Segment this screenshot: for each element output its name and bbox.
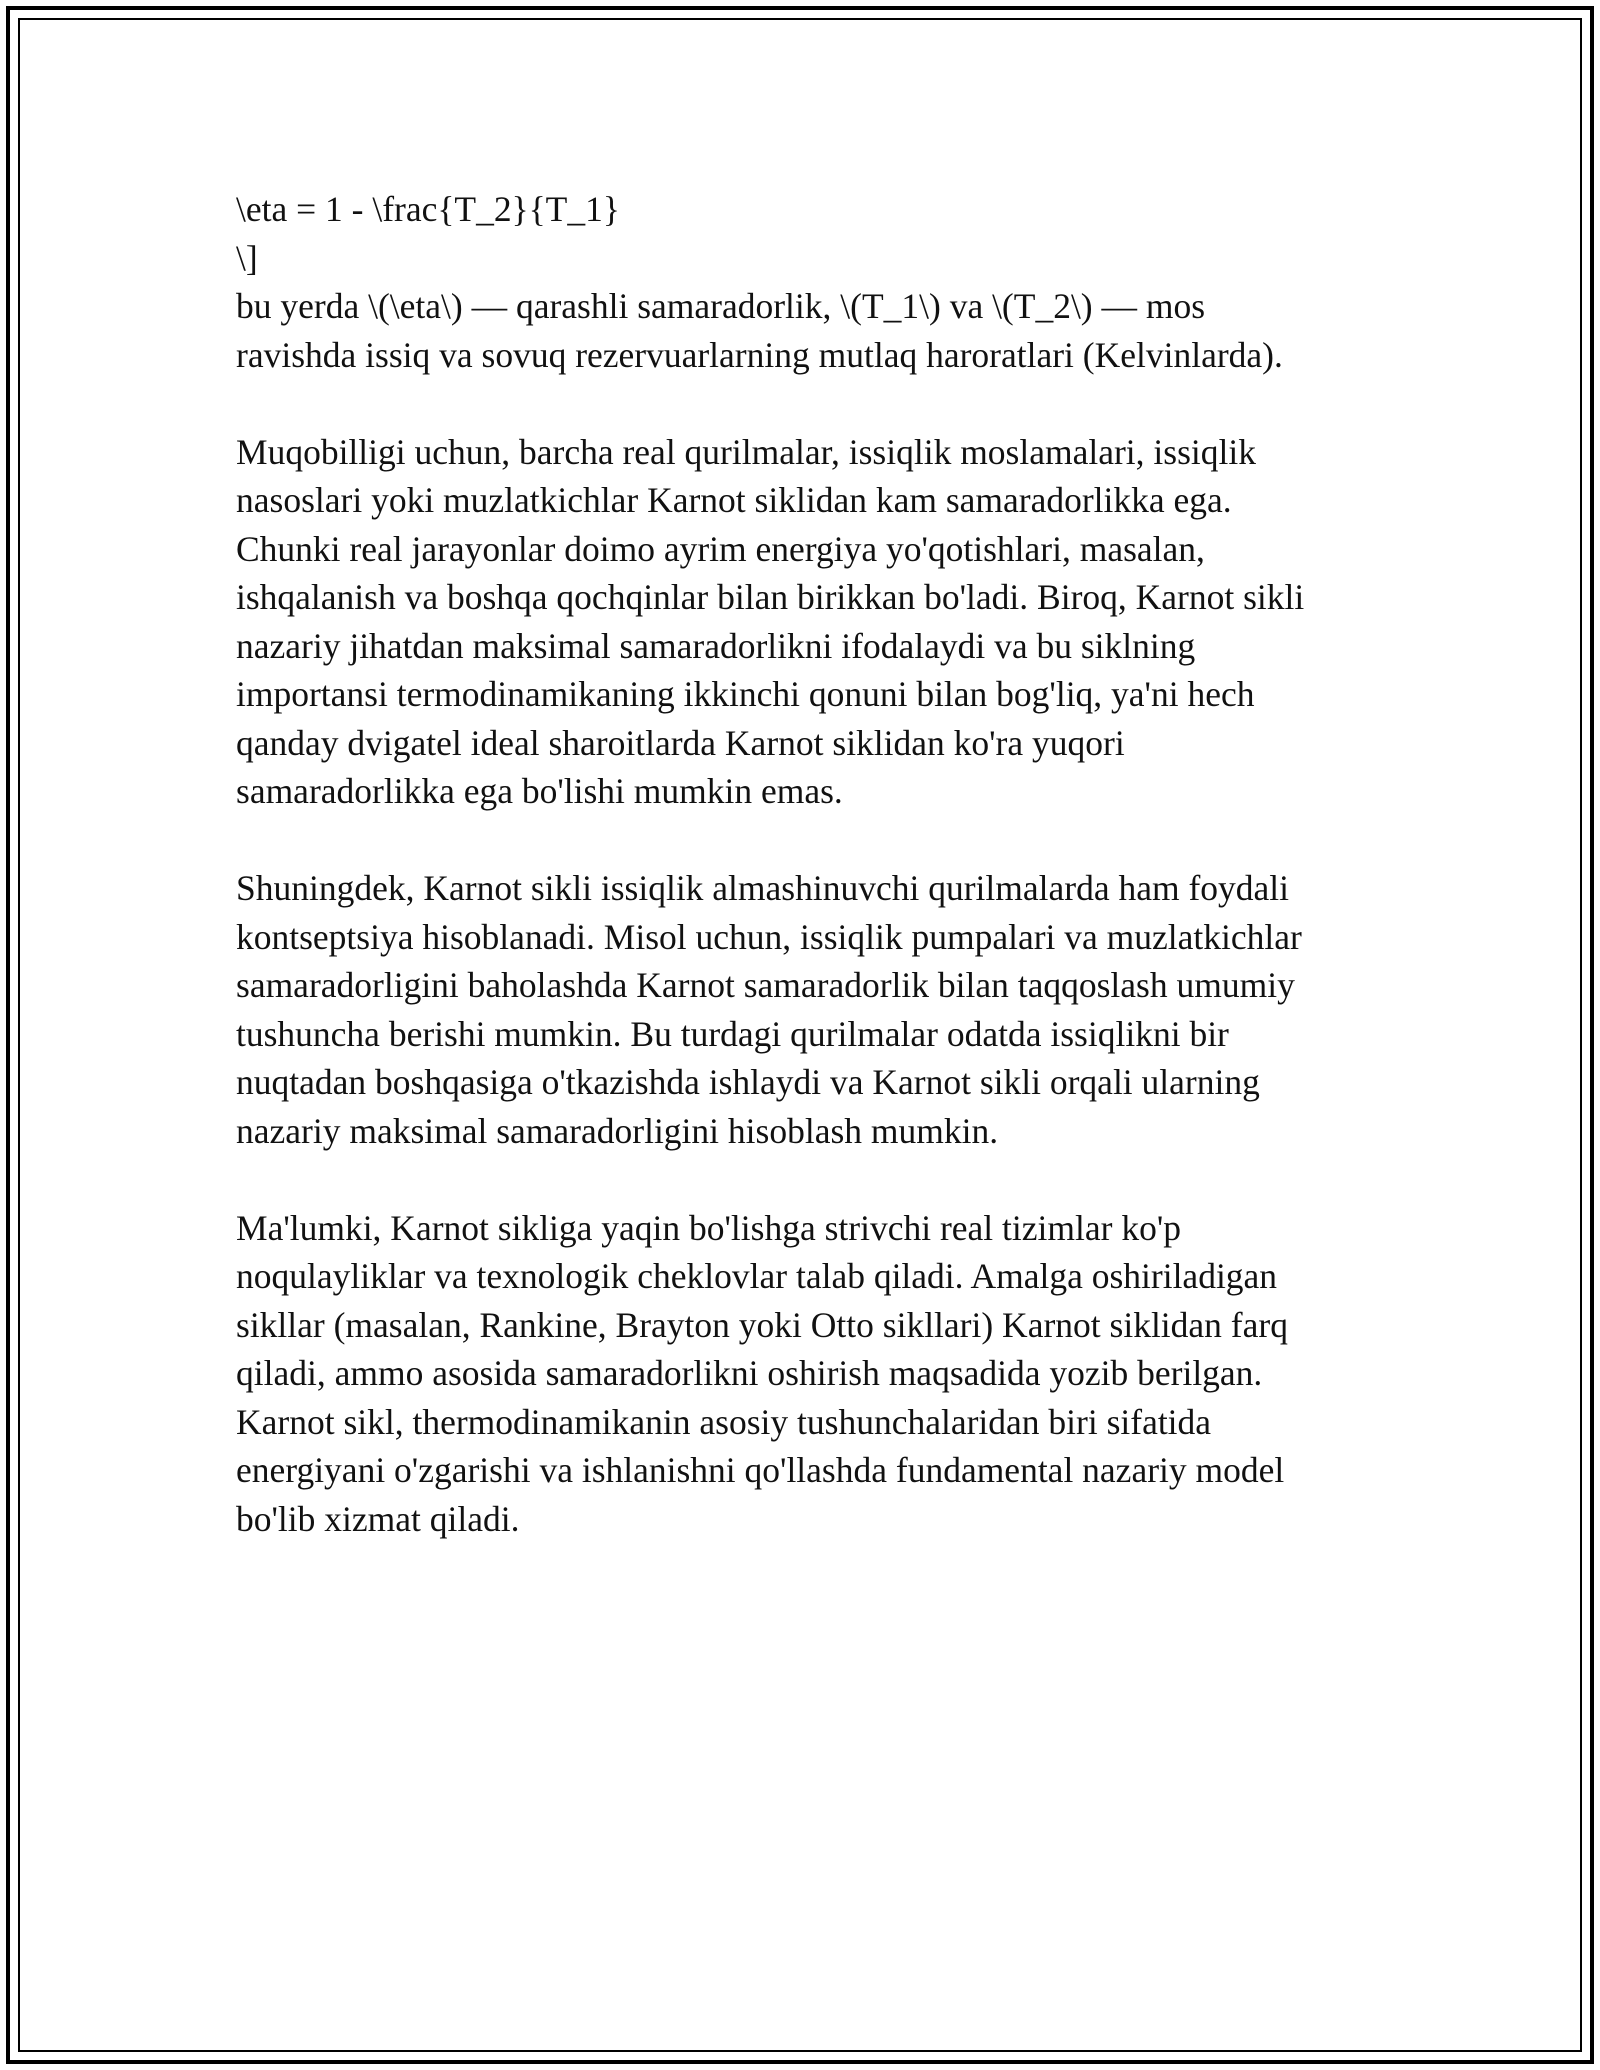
formula-block <box>236 185 1376 379</box>
paragraph-line: ravishda issiq va sovuq rezervuarlarning mutlaq haroratlari (Kelvinlarda). <box>236 334 1283 375</box>
paragraph-line: noqulayliklar va texnologik cheklovlar talab qiladi. Amalga oshiriladigan <box>236 1256 1278 1296</box>
formula-line: \] <box>236 237 258 278</box>
paragraph-line: Shuningdek, Karnot sikli issiqlik almashinuvchi qurilmalarda ham foydali <box>236 868 1290 908</box>
paragraph-line: bo'lib xizmat qiladi. <box>236 1498 520 1539</box>
paragraph-4 <box>236 1204 1376 1544</box>
paragraph-line: Muqobilligi uchun, barcha real qurilmalar, issiqlik moslamalari, issiqlik <box>236 431 1257 472</box>
paragraph-line: samaradorlikka ega bo'lishi mumkin emas. <box>236 771 843 811</box>
paragraph-line: bu yerda \(\eta\) — qarashli samaradorlik, \(T_1\) va \(T_2\) — mos <box>236 286 1206 326</box>
paragraph-line: importansi termodinamikaning ikkinchi qonuni bilan bog'liq, ya'ni hech <box>236 674 1255 714</box>
paragraph-line: kontseptsiya hisoblanadi. Misol uchun, issiqlik pumpalari va muzlatkichlar <box>236 916 1302 957</box>
paragraph-line: qanday dvigatel ideal sharoitlarda Karnot siklidan ko'ra yuqori <box>236 722 1125 763</box>
paragraph-line: ishqalanish va boshqa qochqinlar bilan birikkan bo'ladi. Biroq, Karnot sikli <box>236 577 1305 617</box>
paragraph-3 <box>236 864 1376 1155</box>
paragraph-line: energiyani o'zgarishi va ishlanishni qo'llashda fundamental nazariy model <box>236 1450 1285 1490</box>
paragraph-line: nuqtadan boshqasiga o'tkazishda ishlaydi va Karnot sikli orqali ularning <box>236 1062 1260 1102</box>
paragraph-line: nazariy jihatdan maksimal samaradorlikni ifodalaydi va bu siklning <box>236 625 1196 666</box>
paragraph-2 <box>236 428 1376 816</box>
document-body <box>236 185 1376 1543</box>
paragraph-line: tushuncha berishi mumkin. Bu turdagi qurilmalar odatda issiqlikni bir <box>236 1013 1229 1054</box>
paragraph-line: nazariy maksimal samaradorligini hisoblash mumkin. <box>236 1110 999 1151</box>
paragraph-line: Chunki real jarayonlar doimo ayrim energiya yo'qotishlari, masalan, <box>236 528 1205 569</box>
paragraph-line: nasoslari yoki muzlatkichlar Karnot siklidan kam samaradorlikka ega. <box>236 480 1232 520</box>
paragraph-line: Karnot sikl, thermodinamikanin asosiy tushunchalaridan biri sifatida <box>236 1401 1212 1442</box>
formula-line: \eta = 1 - \frac{T_2}{T_1} <box>236 189 620 229</box>
paragraph-line: samaradorligini baholashda Karnot samaradorlik bilan taqqoslash umumiy <box>236 965 1295 1005</box>
paragraph-line: qiladi, ammo asosida samaradorlikni oshirish maqsadida yozib berilgan. <box>236 1353 1263 1393</box>
paragraph-line: sikllar (masalan, Rankine, Brayton yoki Otto sikllari) Karnot siklidan farq <box>236 1304 1288 1345</box>
paragraph-line: Ma'lumki, Karnot sikliga yaqin bo'lishga strivchi real tizimlar ko'p <box>236 1207 1181 1248</box>
